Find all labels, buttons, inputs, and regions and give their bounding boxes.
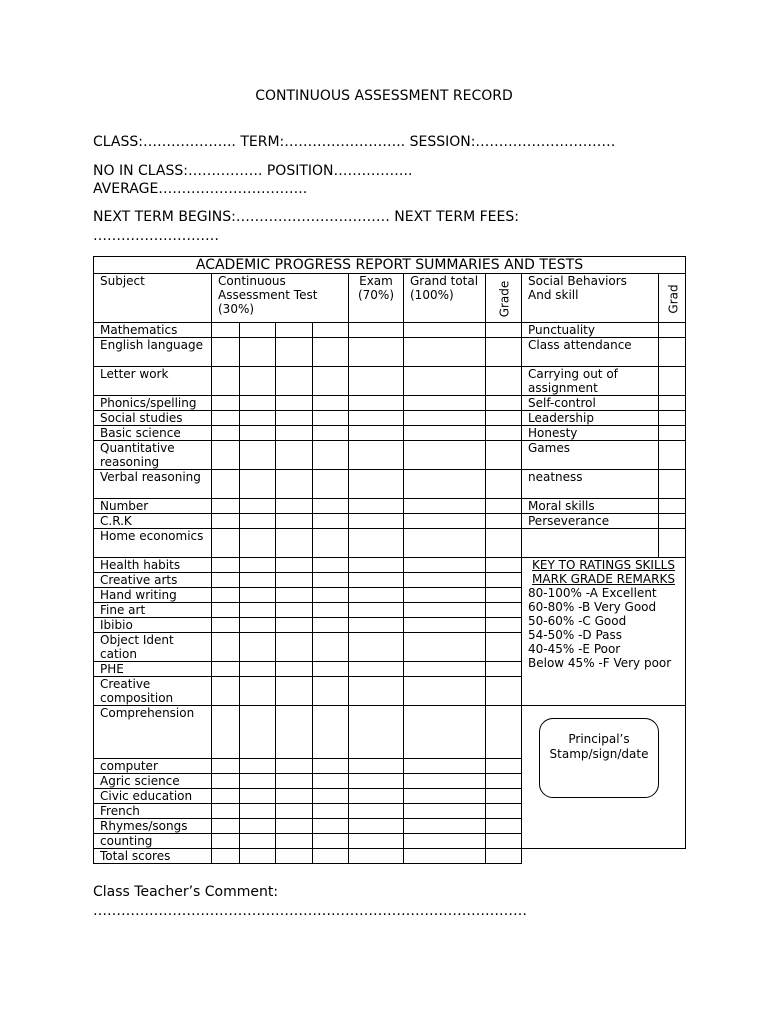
score-cell: [313, 706, 349, 759]
subject-name: Letter work: [94, 367, 212, 396]
behavior-grade-cell: [659, 426, 686, 441]
score-cell: [486, 426, 522, 441]
score-cell: [240, 588, 276, 603]
score-cell: [404, 834, 486, 849]
score-cell: [240, 367, 276, 396]
subject-name: Home economics: [94, 529, 212, 558]
subject-name: Rhymes/songs: [94, 819, 212, 834]
score-cell: [240, 618, 276, 633]
score-cell: [212, 759, 240, 774]
score-cell: [240, 834, 276, 849]
social-header: Social Behaviors And skill: [522, 274, 659, 323]
subject-name: Number: [94, 499, 212, 514]
score-cell: [276, 677, 313, 706]
table-row: [94, 323, 686, 338]
subject-name: computer: [94, 759, 212, 774]
score-cell: [486, 514, 522, 529]
score-cell: [212, 441, 240, 470]
score-cell: [349, 819, 404, 834]
table-row: [94, 529, 686, 558]
score-cell: [240, 426, 276, 441]
score-cell: [349, 849, 404, 864]
score-cell: [212, 633, 240, 662]
score-cell: [313, 573, 349, 588]
score-cell: [349, 514, 404, 529]
score-cell: [240, 603, 276, 618]
subject-name: Fine art: [94, 603, 212, 618]
score-cell: [276, 588, 313, 603]
score-cell: [349, 618, 404, 633]
score-cell: [486, 396, 522, 411]
subject-name: counting: [94, 834, 212, 849]
score-cell: [404, 558, 486, 573]
score-cell: [404, 426, 486, 441]
behavior-name: neatness: [522, 470, 659, 499]
score-cell: [313, 529, 349, 558]
score-cell: [486, 834, 522, 849]
score-cell: [349, 603, 404, 618]
subject-name: Phonics/spelling: [94, 396, 212, 411]
score-cell: [313, 441, 349, 470]
stamp-cell: [522, 706, 686, 849]
table-row: [94, 411, 686, 426]
subject-name: Health habits: [94, 558, 212, 573]
table-row: [94, 849, 686, 864]
subject-name: Mathematics: [94, 323, 212, 338]
score-cell: [313, 323, 349, 338]
score-cell: [313, 514, 349, 529]
score-cell: [486, 819, 522, 834]
score-cell: [349, 323, 404, 338]
score-cell: [313, 834, 349, 849]
subject-name: Agric science: [94, 774, 212, 789]
score-cell: [276, 849, 313, 864]
subject-header: Subject: [94, 274, 212, 323]
score-cell: [276, 789, 313, 804]
score-cell: [212, 396, 240, 411]
behavior-name: Class attendance: [522, 338, 659, 367]
score-cell: [349, 677, 404, 706]
score-cell: [240, 849, 276, 864]
score-cell: [313, 849, 349, 864]
score-cell: [212, 573, 240, 588]
score-cell: [404, 499, 486, 514]
key-rating: 40-45% -E Poor: [528, 642, 621, 656]
score-cell: [486, 441, 522, 470]
score-cell: [486, 633, 522, 662]
key-rating: Below 45% -F Very poor: [528, 656, 672, 670]
score-cell: [486, 529, 522, 558]
table-row: [94, 706, 686, 759]
score-cell: [313, 338, 349, 367]
score-cell: [313, 819, 349, 834]
score-cell: [276, 529, 313, 558]
score-cell: [240, 558, 276, 573]
score-cell: [404, 662, 486, 677]
score-cell: [404, 633, 486, 662]
score-cell: [486, 677, 522, 706]
table-row: [94, 514, 686, 529]
score-cell: [313, 774, 349, 789]
score-cell: [349, 774, 404, 789]
behavior-grade-cell: [659, 338, 686, 367]
score-cell: [240, 396, 276, 411]
cat-header: Continuous Assessment Test (30%): [212, 274, 349, 323]
table-row: [94, 558, 686, 573]
score-cell: [313, 558, 349, 573]
score-cell: [276, 804, 313, 819]
score-cell: [240, 338, 276, 367]
score-cell: [276, 834, 313, 849]
score-cell: [349, 662, 404, 677]
score-cell: [276, 367, 313, 396]
score-cell: [404, 603, 486, 618]
score-cell: [313, 470, 349, 499]
score-cell: [212, 470, 240, 499]
score-cell: [313, 396, 349, 411]
score-cell: [349, 426, 404, 441]
behavior-grade-cell: [659, 499, 686, 514]
behavior-grade-cell: [659, 396, 686, 411]
score-cell: [404, 470, 486, 499]
grand-total-header: Grand total (100%): [404, 274, 486, 323]
score-cell: [486, 323, 522, 338]
score-cell: [240, 662, 276, 677]
behavior-grade-cell: [659, 411, 686, 426]
score-cell: [212, 499, 240, 514]
score-cell: [212, 789, 240, 804]
score-cell: [486, 759, 522, 774]
subject-name: Quantitative reasoning: [94, 441, 212, 470]
score-cell: [349, 573, 404, 588]
score-cell: [349, 759, 404, 774]
score-cell: [240, 706, 276, 759]
table-row: [94, 470, 686, 499]
score-cell: [212, 529, 240, 558]
subject-name: Ibibio: [94, 618, 212, 633]
subject-name: C.R.K: [94, 514, 212, 529]
score-cell: [404, 529, 486, 558]
key-to-ratings: [522, 558, 686, 706]
score-cell: [486, 774, 522, 789]
score-cell: [276, 338, 313, 367]
next-term-fees-line: ………………………: [93, 228, 219, 244]
score-cell: [349, 633, 404, 662]
score-cell: [240, 819, 276, 834]
score-cell: [276, 396, 313, 411]
score-cell: [404, 411, 486, 426]
subject-name: French: [94, 804, 212, 819]
subject-name: Verbal reasoning: [94, 470, 212, 499]
score-cell: [349, 789, 404, 804]
score-cell: [276, 759, 313, 774]
score-cell: [349, 558, 404, 573]
score-cell: [276, 573, 313, 588]
subject-name: Creative arts: [94, 573, 212, 588]
score-cell: [404, 573, 486, 588]
score-cell: [313, 499, 349, 514]
score-cell: [240, 789, 276, 804]
behavior-name: Perseverance: [522, 514, 659, 529]
score-cell: [404, 789, 486, 804]
score-cell: [349, 396, 404, 411]
score-cell: [313, 633, 349, 662]
score-cell: [404, 618, 486, 633]
score-cell: [404, 774, 486, 789]
score-cell: [349, 804, 404, 819]
table-row: [94, 499, 686, 514]
score-cell: [349, 441, 404, 470]
average-line: AVERAGE…………………………..: [93, 181, 308, 197]
behavior-name: Self-control: [522, 396, 659, 411]
score-cell: [212, 323, 240, 338]
behavior-grade-cell: [659, 441, 686, 470]
score-cell: [313, 618, 349, 633]
score-cell: [404, 804, 486, 819]
score-cell: [486, 603, 522, 618]
key-rating: 80-100% -A Excellent: [528, 586, 657, 600]
score-cell: [404, 367, 486, 396]
score-cell: [404, 677, 486, 706]
table-row: [94, 338, 686, 367]
score-cell: [486, 470, 522, 499]
table-row: [94, 441, 686, 470]
score-cell: [276, 618, 313, 633]
score-cell: [212, 426, 240, 441]
key-title: KEY TO RATINGS SKILLS: [532, 558, 675, 572]
score-cell: [212, 618, 240, 633]
subject-name: Civic education: [94, 789, 212, 804]
score-cell: [240, 759, 276, 774]
score-cell: [240, 633, 276, 662]
subject-name: Comprehension: [94, 706, 212, 759]
behavior-name: Leadership: [522, 411, 659, 426]
score-cell: [404, 514, 486, 529]
score-cell: [276, 633, 313, 662]
score-cell: [240, 514, 276, 529]
score-cell: [240, 804, 276, 819]
table-row: [94, 396, 686, 411]
score-cell: [276, 441, 313, 470]
score-cell: [276, 706, 313, 759]
score-cell: [313, 367, 349, 396]
score-cell: [349, 470, 404, 499]
score-cell: [212, 338, 240, 367]
score-cell: [486, 662, 522, 677]
page-title: CONTINUOUS ASSESSMENT RECORD: [255, 88, 513, 104]
score-cell: [212, 588, 240, 603]
score-cell: [404, 441, 486, 470]
grade2-header: Grad: [659, 274, 686, 323]
score-cell: [404, 338, 486, 367]
table-title: ACADEMIC PROGRESS REPORT SUMMARIES AND TESTS: [94, 257, 686, 274]
key-rating: 54-50% -D Pass: [528, 628, 623, 642]
score-cell: [212, 411, 240, 426]
subject-name: Creative composition: [94, 677, 212, 706]
score-cell: [240, 573, 276, 588]
score-cell: [486, 573, 522, 588]
key-rating: 60-80% -B Very Good: [528, 600, 657, 614]
progress-table: [93, 256, 686, 864]
behavior-name: Games: [522, 441, 659, 470]
score-cell: [276, 470, 313, 499]
subject-name: Basic science: [94, 426, 212, 441]
subject-name: Hand writing: [94, 588, 212, 603]
score-cell: [276, 426, 313, 441]
score-cell: [349, 529, 404, 558]
score-cell: [276, 323, 313, 338]
score-cell: [212, 367, 240, 396]
score-cell: [404, 323, 486, 338]
score-cell: [212, 774, 240, 789]
behavior-name: Moral skills: [522, 499, 659, 514]
score-cell: [276, 499, 313, 514]
exam-header: Exam (70%): [349, 274, 404, 323]
score-cell: [404, 849, 486, 864]
subject-name: Object Ident cation: [94, 633, 212, 662]
score-cell: [313, 789, 349, 804]
score-cell: [276, 603, 313, 618]
score-cell: [486, 804, 522, 819]
score-cell: [486, 338, 522, 367]
score-cell: [212, 834, 240, 849]
next-term-line: NEXT TERM BEGINS:…………………………… NEXT TERM FEES:: [93, 209, 519, 225]
score-cell: [240, 323, 276, 338]
score-cell: [349, 706, 404, 759]
score-cell: [486, 588, 522, 603]
score-cell: [276, 558, 313, 573]
score-cell: [313, 588, 349, 603]
score-cell: [349, 834, 404, 849]
behavior-grade-cell: [659, 323, 686, 338]
subject-name: Social studies: [94, 411, 212, 426]
class-term-session-line: CLASS:……………….. TERM:…………………….. SESSION:…………………………: [93, 134, 616, 150]
score-cell: [486, 789, 522, 804]
subject-name: Total scores: [94, 849, 212, 864]
grade-header: Grade: [486, 274, 522, 323]
score-cell: [349, 411, 404, 426]
subject-name: English language: [94, 338, 212, 367]
score-cell: [276, 774, 313, 789]
score-cell: [212, 514, 240, 529]
score-cell: [212, 849, 240, 864]
score-cell: [486, 499, 522, 514]
key-subtitle: MARK GRADE REMARKS: [532, 572, 675, 586]
score-cell: [313, 426, 349, 441]
score-cell: [240, 470, 276, 499]
score-cell: [212, 662, 240, 677]
score-cell: [212, 819, 240, 834]
score-cell: [404, 819, 486, 834]
score-cell: [313, 677, 349, 706]
score-cell: [240, 529, 276, 558]
score-cell: [276, 819, 313, 834]
score-cell: [313, 759, 349, 774]
score-cell: [349, 367, 404, 396]
score-cell: [212, 804, 240, 819]
score-cell: [404, 396, 486, 411]
score-cell: [404, 759, 486, 774]
behavior-grade-cell: [659, 367, 686, 396]
score-cell: [486, 558, 522, 573]
score-cell: [212, 603, 240, 618]
score-cell: [486, 706, 522, 759]
comment-label: Class Teacher’s Comment:: [93, 884, 279, 900]
score-cell: [313, 411, 349, 426]
score-cell: [313, 603, 349, 618]
behavior-grade-cell: [659, 470, 686, 499]
score-cell: [276, 662, 313, 677]
score-cell: [240, 499, 276, 514]
score-cell: [276, 514, 313, 529]
score-cell: [313, 662, 349, 677]
score-cell: [404, 588, 486, 603]
table-row: [94, 426, 686, 441]
behavior-name: Honesty: [522, 426, 659, 441]
score-cell: [212, 706, 240, 759]
behavior-name: [522, 529, 659, 558]
behavior-name: Punctuality: [522, 323, 659, 338]
score-cell: [240, 441, 276, 470]
score-cell: [349, 499, 404, 514]
principal-stamp-box: Principal’s Stamp/sign/date: [539, 718, 659, 798]
score-cell: [486, 618, 522, 633]
subject-name: PHE: [94, 662, 212, 677]
score-cell: [276, 411, 313, 426]
comment-line: …………………………………………………………………………………: [93, 903, 527, 919]
score-cell: [349, 588, 404, 603]
score-cell: [240, 774, 276, 789]
score-cell: [313, 804, 349, 819]
score-cell: [486, 849, 522, 864]
behavior-name: Carrying out of assignment: [522, 367, 659, 396]
behavior-grade-cell: [659, 514, 686, 529]
score-cell: [212, 677, 240, 706]
behavior-grade-cell: [659, 529, 686, 558]
score-cell: [486, 411, 522, 426]
score-cell: [349, 338, 404, 367]
score-cell: [212, 558, 240, 573]
class-position-line: NO IN CLASS:……………. POSITION……………..: [93, 163, 413, 179]
key-rating: 50-60% -C Good: [528, 614, 627, 628]
score-cell: [240, 677, 276, 706]
score-cell: [404, 706, 486, 759]
score-cell: [486, 367, 522, 396]
table-row: [94, 367, 686, 396]
score-cell: [240, 411, 276, 426]
